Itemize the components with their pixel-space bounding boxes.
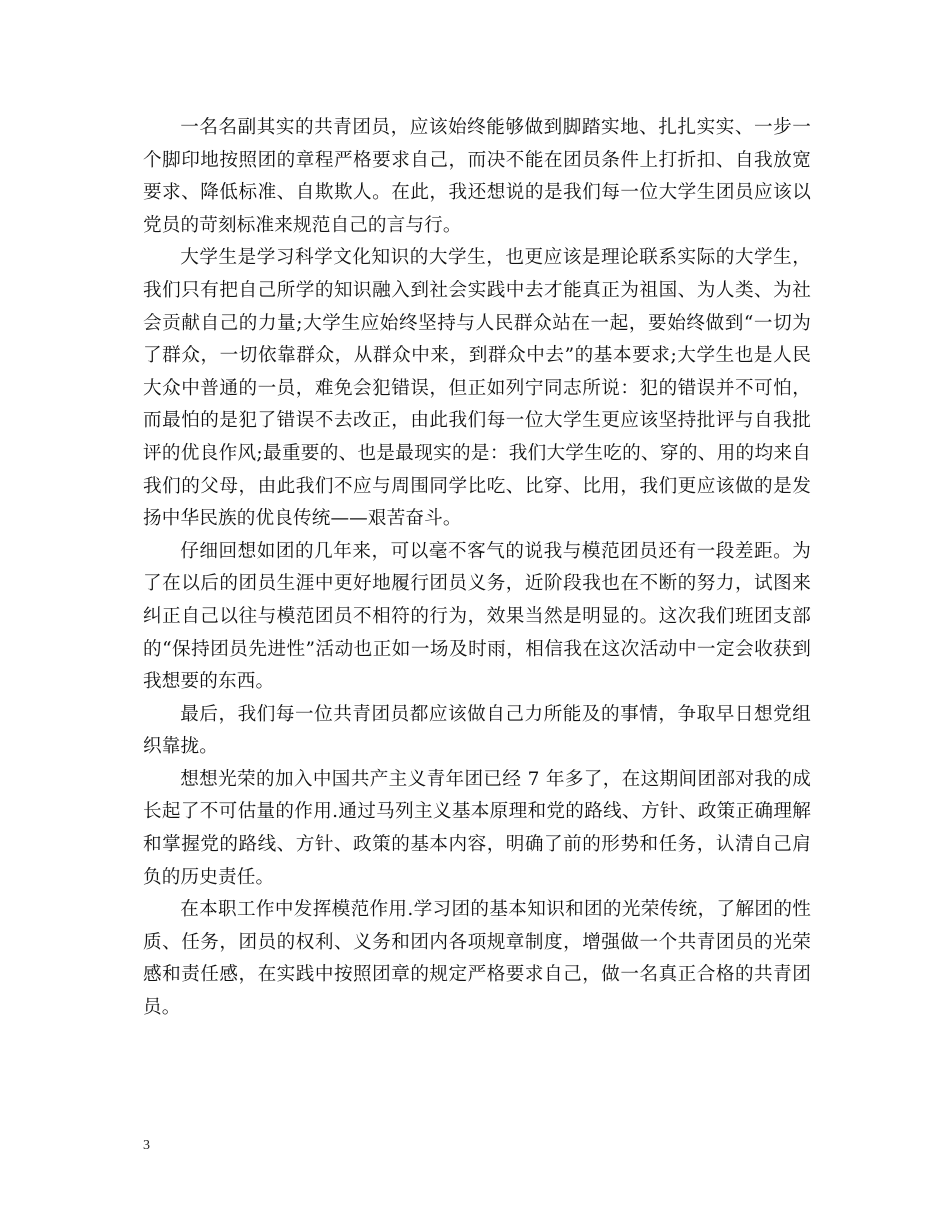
document-body <box>143 112 811 1025</box>
paragraph: 仔细回想如团的几年来，可以毫不客气的说我与模范团员还有一段差距。为了在以后的团员生涯中更好地履行团员义务，近阶段我也在不断的努力，试图来纠正自己以往与模范团员不相符的行为，效果当然是明显的。这次我们班团支部的“保持团员先进性”活动也正如一场及时雨，相信我在这次活动中一定会收获到我想要的东西。 <box>143 540 811 693</box>
paragraph: 想想光荣的加入中国共产主义青年团已经 7 年多了，在这期间团部对我的成长起了不可估量的作用.通过马列主义基本原理和党的路线、方针、政策正确理解和掌握党的路线、方针、政策的基本内容，明确了前的形势和任务，认清自己肩负的历史责任。 <box>143 768 811 888</box>
paragraph: 一名名副其实的共青团员，应该始终能够做到脚踏实地、扎扎实实、一步一个脚印地按照团的章程严格要求自己，而决不能在团员条件上打折扣、自我放宽要求、降低标准、自欺欺人。在此，我还想说的是我们每一位大学生团员应该以党员的苛刻标准来规范自己的言与行。 <box>143 117 811 236</box>
page-number: 3 <box>143 1138 150 1153</box>
paragraph: 最后，我们每一位共青团员都应该做自己力所能及的事情，争取早日想党组织靠拢。 <box>143 703 811 758</box>
paragraph: 在本职工作中发挥模范作用.学习团的基本知识和团的光荣传统，了解团的性质、任务，团员的权利、义务和团内各项规章制度，增强做一个共青团员的光荣感和责任感，在实践中按照团章的规定严格要求自己，做一名真正合格的共青团员。 <box>143 899 811 1019</box>
paragraph: 大学生是学习科学文化知识的大学生，也更应该是理论联系实际的大学生，我们只有把自己所学的知识融入到社会实践中去才能真正为祖国、为人类、为社会贡献自己的力量;大学生应始终坚持与人民群众站在一起，要始终做到“一切为了群众，一切依靠群众，从群众中来，到群众中去”的基本要求;大学生也是人民大众中普通的一员，难免会犯错误，但正如列宁同志所说：犯的错误并不可怕，而最怕的是犯了错误不去改正，由此我们每一位大学生更应该坚持批评与自我批评的优良作风;最重要的、也是最现实的是：我们大学生吃的、穿的、用的均来自我们的父母，由此我们不应与周围同学比吃、比穿、比用，我们更应该做的是发扬中华民族的优良传统——艰苦奋斗。 <box>143 247 811 530</box>
